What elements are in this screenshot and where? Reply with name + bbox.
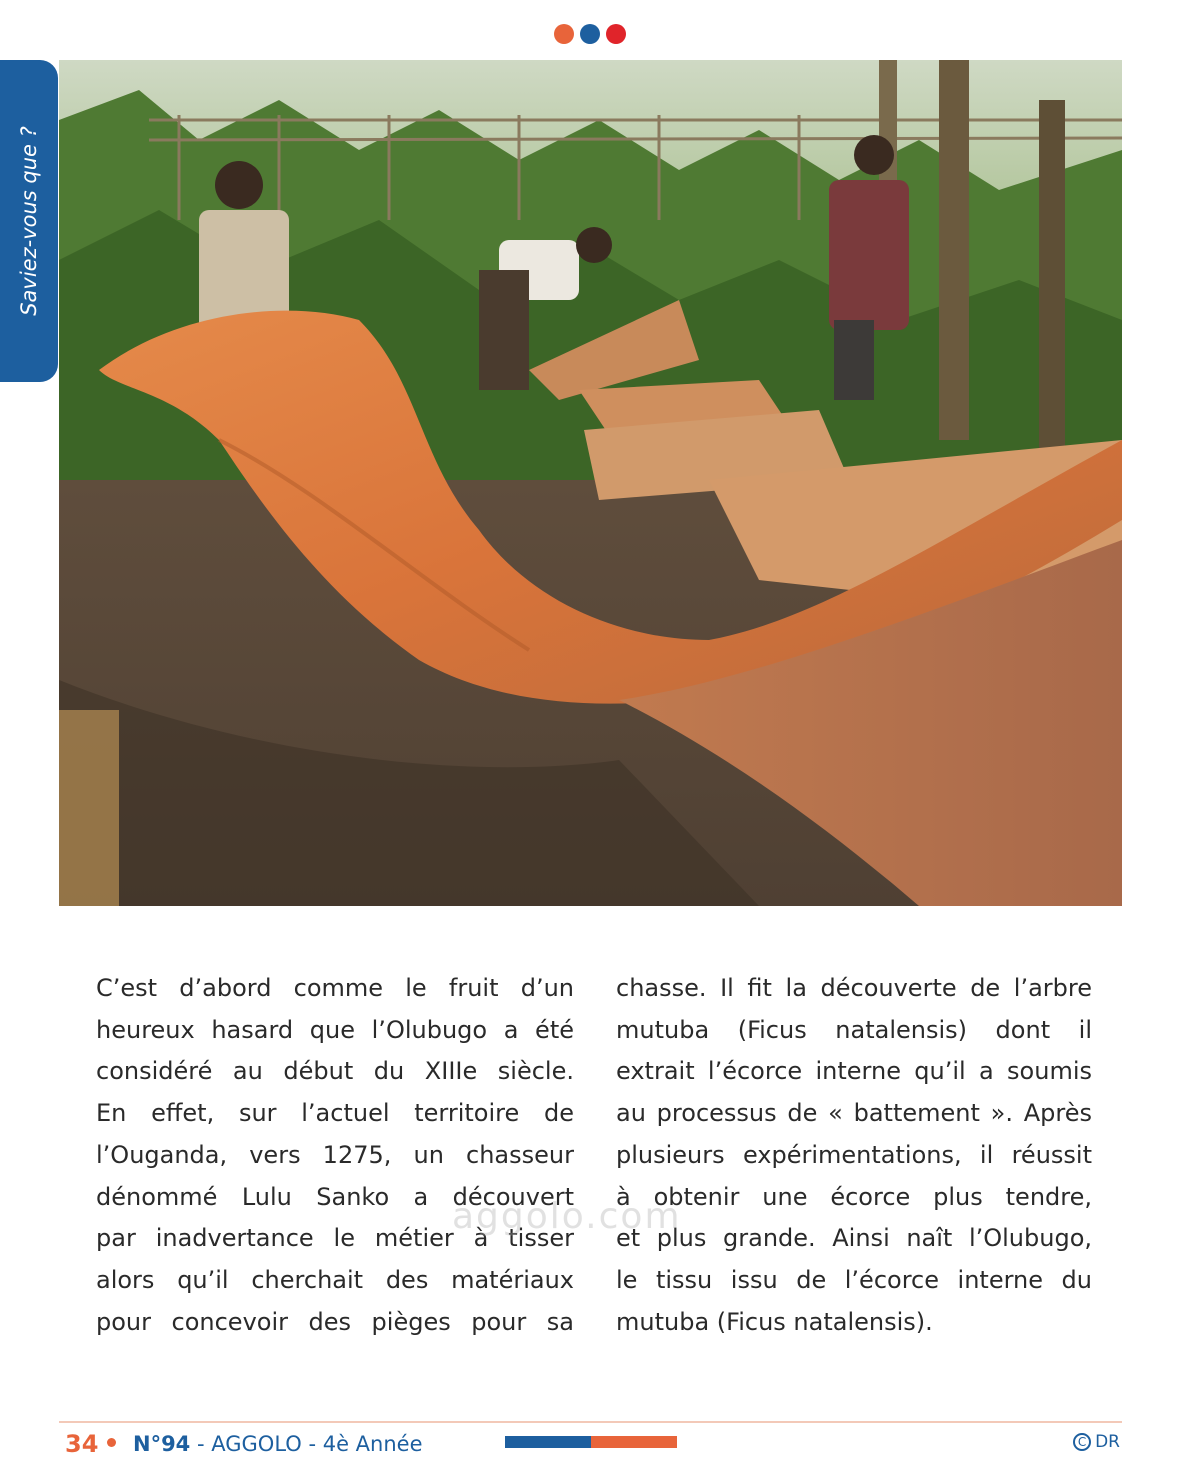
text-line: heureux hasard que l’Olubugo a été <box>96 1015 574 1044</box>
issue-rest: - AGGOLO - 4è Année <box>190 1432 423 1456</box>
page-footer <box>59 1428 1122 1464</box>
article-column-right <box>616 968 1092 1343</box>
photo-credit <box>1073 1432 1120 1452</box>
text-line: et plus grande. Ainsi naît l’Olubugo, <box>616 1224 1092 1253</box>
section-label: Saviez-vous que ? <box>17 126 41 316</box>
bullet-icon <box>107 1438 116 1447</box>
red-dot <box>606 24 626 44</box>
watermark: aggolo.com <box>452 1196 682 1237</box>
copyright-icon: C <box>1073 1433 1091 1451</box>
text-line: au processus de « battement ». Après <box>616 1099 1092 1128</box>
text-line: mutuba (Ficus natalensis). <box>616 1307 933 1336</box>
footer-divider <box>59 1421 1122 1423</box>
issue-number: N°94 <box>133 1432 191 1456</box>
page-number: 34 <box>65 1430 99 1458</box>
text-line: En effet, sur l’actuel territoire de <box>96 1099 574 1128</box>
header-dots <box>554 24 626 44</box>
orange-dot <box>554 24 574 44</box>
blue-dot <box>580 24 600 44</box>
footer-bar-orange <box>591 1436 677 1448</box>
text-line: pour concevoir des pièges pour sa <box>96 1307 574 1336</box>
text-line: considéré au début du XIIIe siècle. <box>96 1057 574 1086</box>
text-line: dénommé Lulu Sanko a découvert <box>96 1182 574 1211</box>
footer-bar-blue <box>505 1436 591 1448</box>
text-line: à obtenir une écorce plus tendre, <box>616 1182 1092 1211</box>
text-line: alors qu’il cherchait des matériaux <box>96 1265 574 1294</box>
text-line: C’est d’abord comme le fruit d’un <box>96 974 574 1002</box>
photo-bark-cloth <box>59 60 1122 906</box>
issue-info <box>133 1432 423 1456</box>
article-column-left <box>96 968 574 1343</box>
text-line: mutuba (Ficus natalensis) dont il <box>616 1015 1092 1044</box>
text-line: plusieurs expérimentations, il réussit <box>616 1140 1092 1169</box>
text-line: l’Ouganda, vers 1275, un chasseur <box>96 1140 574 1169</box>
text-line: chasse. Il fit la découverte de l’arbre <box>616 974 1092 1002</box>
section-side-tab <box>0 60 58 382</box>
text-line: extrait l’écorce interne qu’il a soumis <box>616 1057 1092 1086</box>
text-line: le tissu issu de l’écorce interne du <box>616 1265 1092 1294</box>
credit-text: DR <box>1095 1432 1120 1452</box>
text-line: par inadvertance le métier à tisser <box>96 1224 574 1253</box>
